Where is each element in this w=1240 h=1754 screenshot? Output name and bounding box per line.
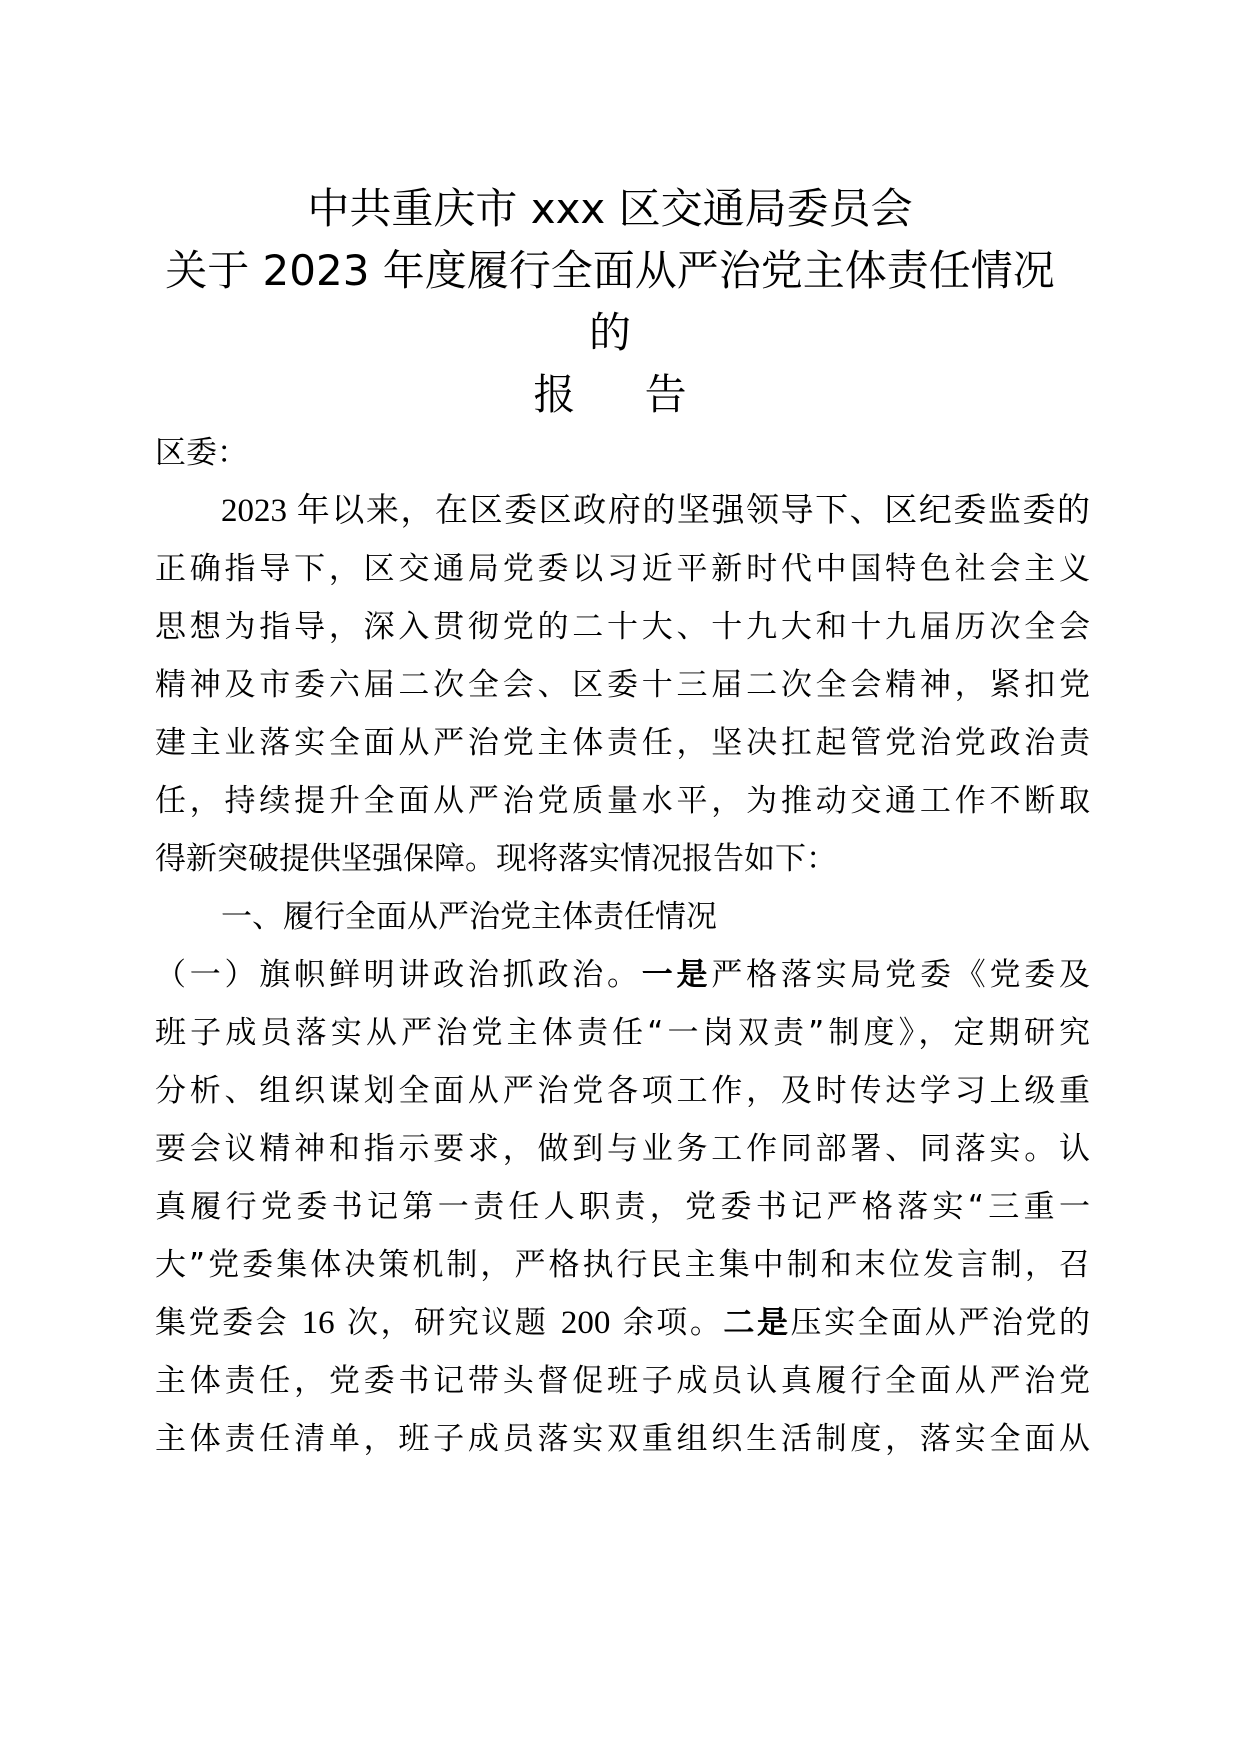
paragraph2-line-1-c: 严格落实局党委《党委及 bbox=[711, 957, 1091, 993]
paragraph2-line-7-num2: 200 bbox=[560, 1305, 611, 1341]
paragraph1-line-1-text: 2023 年以来，在区委区政府的坚强领导下、区纪委监委的 bbox=[221, 493, 1090, 529]
paragraph2-line-7-d: 二是 bbox=[723, 1305, 791, 1341]
paragraph2-line-3: 分析、组织谋划全面从严治党各项工作，及时传达学习上级重 bbox=[155, 1073, 1090, 1109]
paragraph2-line-7-b: 次，研究议题 bbox=[334, 1305, 561, 1341]
paragraph1-line-1 bbox=[155, 482, 1090, 540]
paragraph2-line-7-a: 集党委会 bbox=[155, 1305, 302, 1341]
paragraph2-line-7 bbox=[155, 1294, 1090, 1352]
title-line-2: 关于 2023 年度履行全面从严治党主体责任情况 bbox=[165, 246, 1055, 295]
paragraph2-line-8: 主体责任，党委书记带头督促班子成员认真履行全面从严治党 bbox=[155, 1363, 1090, 1399]
document-title bbox=[140, 178, 1080, 426]
paragraph2-line-6: 大”党委集体决策机制，严格执行民主集中制和末位发言制，召 bbox=[155, 1247, 1090, 1283]
paragraph1-line-2: 正确指导下，区交通局党委以习近平新时代中国特色社会主义 bbox=[155, 551, 1090, 587]
paragraph2-line-7-e: 压实全面从严治党的 bbox=[790, 1305, 1091, 1341]
paragraph1-line-7: 得新突破提供坚强保障。现将落实情况报告如下： bbox=[155, 841, 837, 877]
title-line-1: 中共重庆市 xxx 区交通局委员会 bbox=[307, 184, 913, 233]
title-line-3: 的 bbox=[588, 308, 631, 357]
paragraph2-line-1 bbox=[155, 946, 1090, 1004]
paragraph1-line-6: 任，持续提升全面从严治党质量水平，为推动交通工作不断取 bbox=[155, 783, 1090, 819]
paragraph2-line-5: 真履行党委书记第一责任人职责，党委书记严格落实“三重一 bbox=[155, 1189, 1090, 1225]
paragraph2-line-7-num1: 16 bbox=[301, 1305, 335, 1341]
paragraph2-line-1-b: 一是 bbox=[641, 957, 712, 993]
title-line-4: 报 告 bbox=[533, 370, 715, 419]
paragraph1-line-5: 建主业落实全面从严治党主体责任，坚决扛起管党治党政治责 bbox=[155, 725, 1090, 761]
paragraph1-line-3: 思想为指导，深入贯彻党的二十大、十九大和十九届历次全会 bbox=[155, 609, 1090, 645]
paragraph2-line-9: 主体责任清单，班子成员落实双重组织生活制度，落实全面从 bbox=[155, 1421, 1090, 1457]
paragraph2-line-1-a: （一）旗帜鲜明讲政治抓政治。 bbox=[155, 957, 642, 993]
salutation: 区委： bbox=[155, 435, 248, 471]
paragraph2-line-4: 要会议精神和指示要求，做到与业务工作同部署、同落实。认 bbox=[155, 1131, 1090, 1167]
paragraph2-line-2: 班子成员落实从严治党主体责任“一岗双责”制度》，定期研究 bbox=[155, 1015, 1090, 1051]
paragraph1-line-4: 精神及市委六届二次全会、区委十三届二次全会精神，紧扣党 bbox=[155, 667, 1090, 703]
section1-heading: 一、履行全面从严治党主体责任情况 bbox=[221, 899, 717, 935]
document-body bbox=[155, 424, 1090, 1468]
paragraph2-line-7-c: 余项。 bbox=[610, 1305, 724, 1341]
